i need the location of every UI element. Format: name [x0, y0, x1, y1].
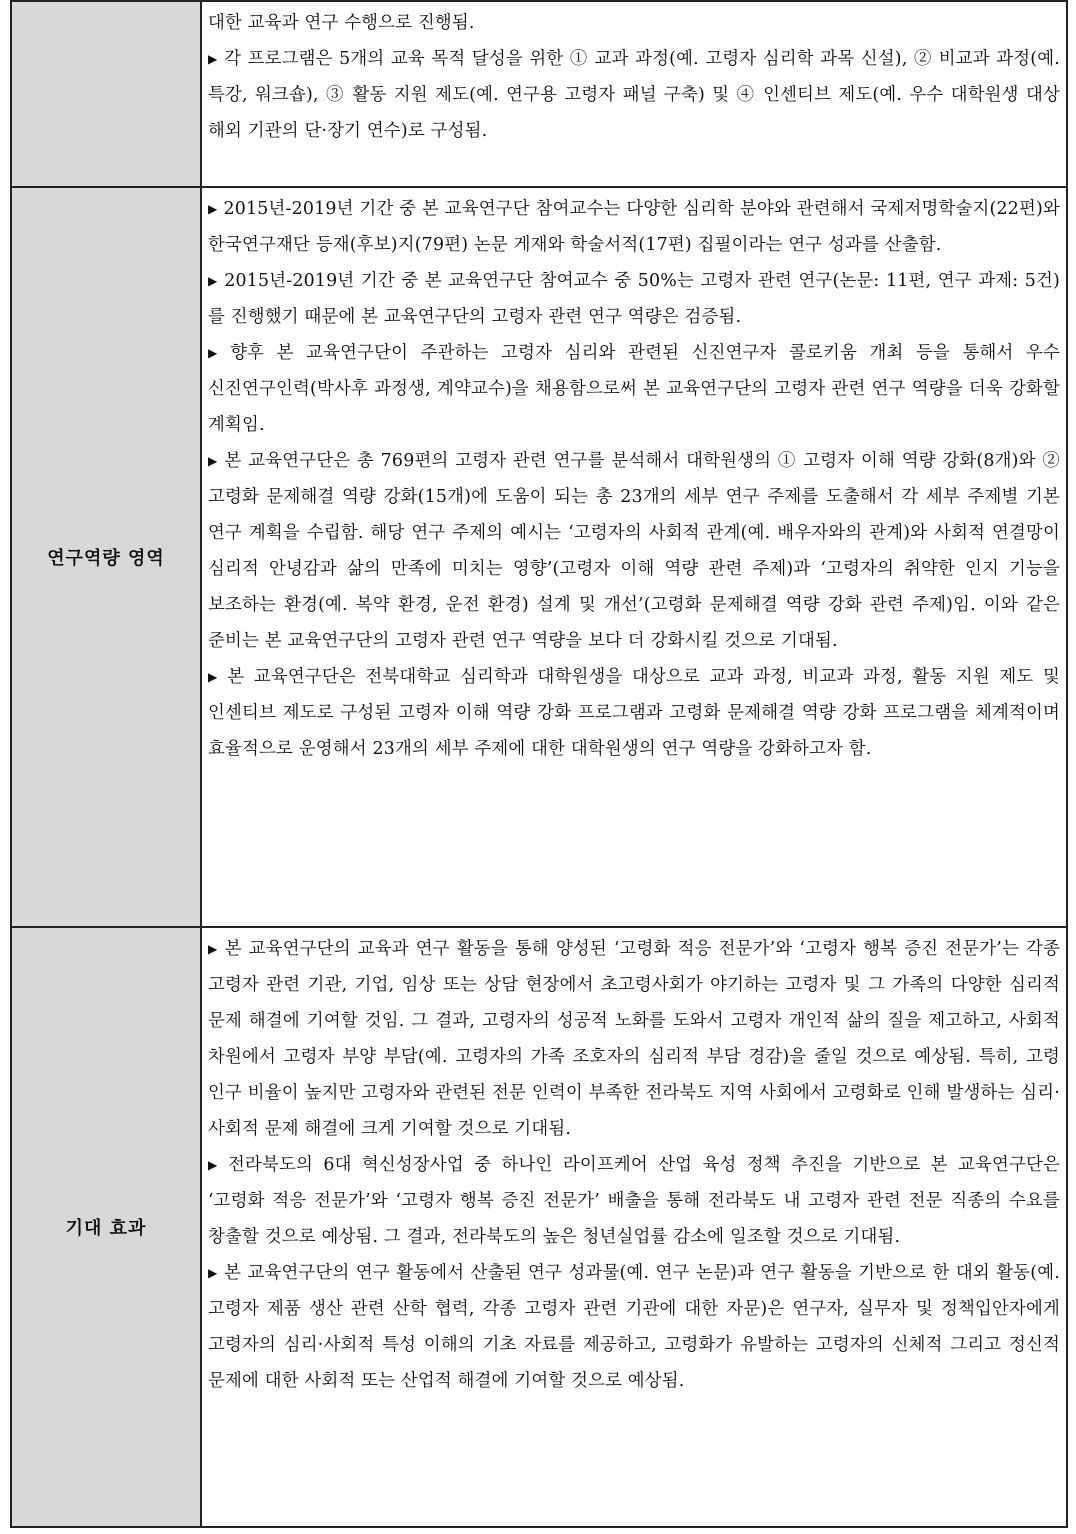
- triangle-bullet-icon: ▶: [208, 346, 225, 360]
- paragraph-text: 본 교육연구단의 연구 활동에서 산출된 연구 성과물(예. 연구 논문)과 연구 활동을 기반으로 한 대외 활동(예. 고령자 제품 생산 관련 산학 협력, 각종 고령자 관련 기관에 대한 자문)은 연구자, 실무자 및 정책입안자에게 고령자의 심리·사회적 특성 이해의 기초 자료를 제공하고, 고령화가 유발하는 고령자의 신체적 그리고 정신적 문제에 대한 사회적 또는 산업적 해결에 기여할 것으로 예상됨.: [208, 1263, 1061, 1391]
- table-row-expected-effects: [11, 927, 1067, 1527]
- paragraph: [208, 931, 1060, 1147]
- table-row-continuation: [11, 1, 1067, 187]
- paragraph: [208, 1255, 1060, 1399]
- triangle-bullet-icon: ▶: [208, 202, 218, 216]
- triangle-bullet-icon: ▶: [208, 52, 219, 66]
- paragraph: [208, 263, 1060, 335]
- triangle-bullet-icon: ▶: [208, 274, 219, 288]
- row-content-cell: [201, 187, 1067, 927]
- paragraph-text: 대한 교육과 연구 수행으로 진행됨.: [208, 13, 475, 33]
- triangle-bullet-icon: ▶: [208, 670, 222, 684]
- paragraph: [208, 335, 1060, 443]
- triangle-bullet-icon: ▶: [208, 1158, 223, 1172]
- paragraph-text: 향후 본 교육연구단이 주관하는 고령자 심리와 관련된 신진연구자 콜로키움 개최 등을 통해서 우수 신진연구인력(박사후 과정생, 계약교수)을 채용함으로써 본 교육연구단의 고령자 관련 연구 역량을 더욱 강화할 계획임.: [208, 343, 1060, 435]
- row-content-cell: [201, 1, 1067, 187]
- paragraph-text: 2015년-2019년 기간 중 본 교육연구단 참여교수 중 50%는 고령자 관련 연구(논문: 11편, 연구 과제: 5건)를 진행했기 때문에 본 교육연구단의 고령자 관련 연구 역량은 검증됨.: [208, 271, 1060, 327]
- row-content-cell: [201, 927, 1067, 1527]
- paragraph: [208, 5, 1060, 41]
- paragraph-text: 본 교육연구단은 전북대학교 심리학과 대학원생을 대상으로 교과 과정, 비교과 과정, 활동 지원 제도 및 인센티브 제도로 구성된 고령자 이해 역량 강화 프로그램과 고령화 문제해결 역량 강화 프로그램을 체계적이며 효율적으로 운영해서 23개의 세부 주제에 대한 대학원생의 연구 역량을 강화하고자 함.: [208, 667, 1060, 759]
- row-label: 연구역량 영역: [47, 548, 165, 569]
- row-label-cell: [11, 187, 201, 927]
- paragraph-text: 각 프로그램은 5개의 교육 목적 달성을 위한 ① 교과 과정(예. 고령자 심리학 과목 신설), ② 비교과 과정(예. 특강, 워크숍), ③ 활동 지원 제도(예. 연구용 고령자 패널 구축) 및 ④ 인센티브 제도(예. 우수 대학원생 대상 해외 기관의 단·장기 연수)로 구성됨.: [208, 49, 1060, 141]
- paragraph: [208, 1147, 1060, 1255]
- row-label-cell: [11, 927, 201, 1527]
- document-table: [10, 0, 1068, 1528]
- paragraph-text: 본 교육연구단의 교육과 연구 활동을 통해 양성된 ‘고령화 적응 전문가’와 ‘고령자 행복 증진 전문가’는 각종 고령자 관련 기관, 기업, 임상 또는 상담 현장에서 초고령사회가 야기하는 고령자 및 그 가족의 다양한 심리적 문제 해결에 기여할 것임. 그 결과, 고령자의 성공적 노화를 도와서 고령자 개인적 삶의 질을 제고하고, 사회적 차원에서 고령자 부양 부담(예. 고령자의 가족 조호자의 심리적 부담 경감)을 줄일 것으로 예상됨. 특히, 고령 인구 비율이 높지만 고령자와 관련된 전문 인력이 부족한 전라북도 지역 사회에서 고령화로 인해 발생하는 심리·사회적 문제 해결에 크게 기여할 것으로 기대됨.: [208, 939, 1060, 1139]
- paragraph-text: 전라북도의 6대 혁신성장사업 중 하나인 라이프케어 산업 육성 정책 추진을 기반으로 본 교육연구단은 ‘고령화 적응 전문가’와 ‘고령자 행복 증진 전문가’ 배출을 통해 전라북도 내 고령자 관련 전문 직종의 수요를 창출할 것으로 예상됨. 그 결과, 전라북도의 높은 청년실업률 감소에 일조할 것으로 기대됨.: [208, 1155, 1060, 1247]
- triangle-bullet-icon: ▶: [208, 1266, 219, 1280]
- row-label-cell: [11, 1, 201, 187]
- paragraph: [208, 659, 1060, 767]
- row-label: 기대 효과: [65, 1218, 147, 1239]
- table-row-research-capacity: [11, 187, 1067, 927]
- triangle-bullet-icon: ▶: [208, 942, 219, 956]
- paragraph: [208, 41, 1060, 149]
- triangle-bullet-icon: ▶: [208, 454, 219, 468]
- paragraph-text: 본 교육연구단은 총 769편의 고령자 관련 연구를 분석해서 대학원생의 ① 고령자 이해 역량 강화(8개)와 ② 고령화 문제해결 역량 강화(15개)에 도움이 되는 총 23개의 세부 연구 주제를 도출해서 각 세부 주제별 기본 연구 계획을 수립함. 해당 연구 주제의 예시는 ‘고령자의 사회적 관계(예. 배우자와의 관계)와 사회적 연결망이 심리적 안녕감과 삶의 만족에 미치는 영향’(고령자 이해 역량 관련 주제)과 ‘고령자의 취약한 인지 기능을 보조하는 환경(예. 복약 환경, 운전 환경) 설계 및 개선’(고령화 문제해결 역량 강화 관련 주제)임. 이와 같은 준비는 본 교육연구단의 고령자 관련 연구 역량을 보다 더 강화시킬 것으로 기대됨.: [208, 451, 1060, 651]
- paragraph: [208, 191, 1060, 263]
- paragraph-text: 2015년-2019년 기간 중 본 교육연구단 참여교수는 다양한 심리학 분야와 관련해서 국제저명학술지(22편)와 한국연구재단 등재(후보)지(79편) 논문 게재와 학술서적(17편) 집필이라는 연구 성과를 산출함.: [208, 199, 1060, 255]
- paragraph: [208, 443, 1060, 659]
